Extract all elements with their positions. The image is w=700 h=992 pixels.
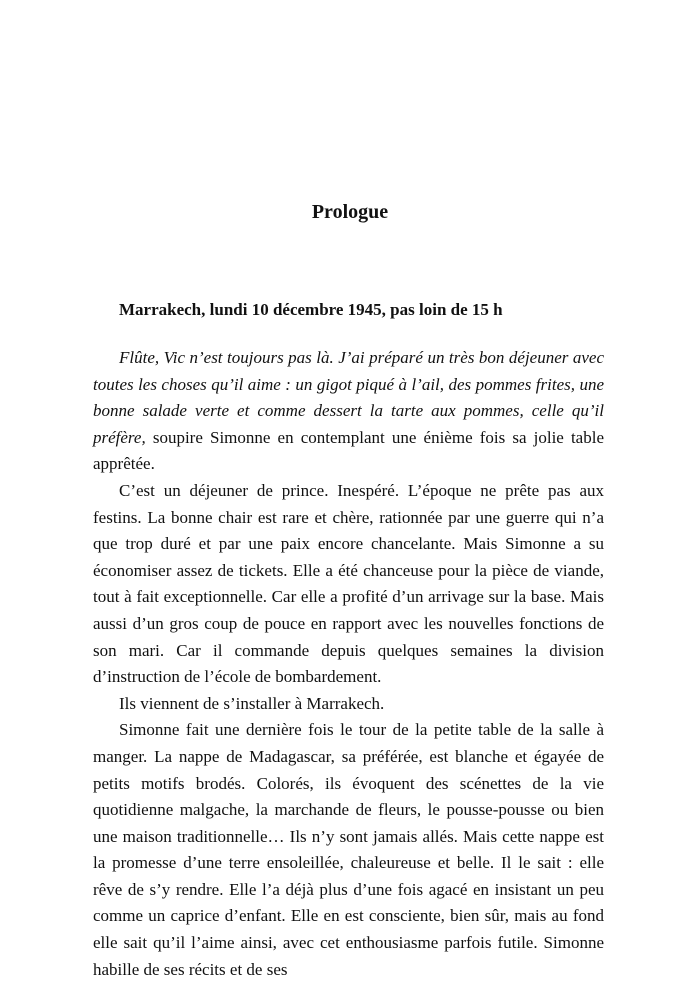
paragraph: C’est un déjeuner de prince. Inespéré. L’époque ne prête pas aux festins. La bonne chair est rare et chère, rationnée par une guerre qui n’a que trop duré et par une paix encore chancelante. Mais Simonne a su économiser assez de tickets. Elle a été chanceuse pour la pièce de viande, tout à fait exceptionnelle. Car elle a profité d’un arrivage sur la base. Mais aussi d’un gros coup de pouce en rapport avec les nouvelles fonctions de son mari. Car il commande depuis quelques semaines la division d’instruction de l’école de bombardement. [93,480,604,687]
narration: soupire Simonne en contemplant une énième fois sa jolie table apprêtée. [93,427,604,474]
paragraph: Simonne fait une dernière fois le tour de la petite table de la salle à manger. La nappe de Madagascar, sa préférée, est blanche et égayée de petits motifs brodés. Colorés, ils évoquent des scénettes de la vie quotidienne malgache, la marchande de fleurs, le pousse-pousse ou bien une maison traditionnelle… Ils n’y sont jamais allés. Mais cette nappe est la promesse d’une terre ensoleillée, chaleureuse et belle. Il le sait : elle rêve de s’y rendre. Elle l’a déjà plus d’une fois agacé en insistant un peu comme un caprice d’enfant. Elle en est consciente, bien sûr, mais au fond elle sait qu’il l’aime ainsi, avec cet enthousiasme parfois futile. Simonne habille de ses récits et de ses [93,720,604,979]
section-heading: Marrakech, lundi 10 décembre 1945, pas loin de 15 h [119,300,503,319]
chapter-title: Prologue [311,201,389,223]
paragraph [93,345,604,478]
body-text [93,345,604,983]
paragraph: Ils viennent de s’installer à Marrakech. [119,693,385,713]
inner-monologue: Flûte, Vic n’est toujours pas là. J’ai préparé un très bon déjeuner avec toutes les choses qu’il aime : un gigot piqué à l’ail, des pommes frites, une bonne salade verte et comme dessert la tarte aux pommes, celle qu’il préfère, [93,348,604,447]
